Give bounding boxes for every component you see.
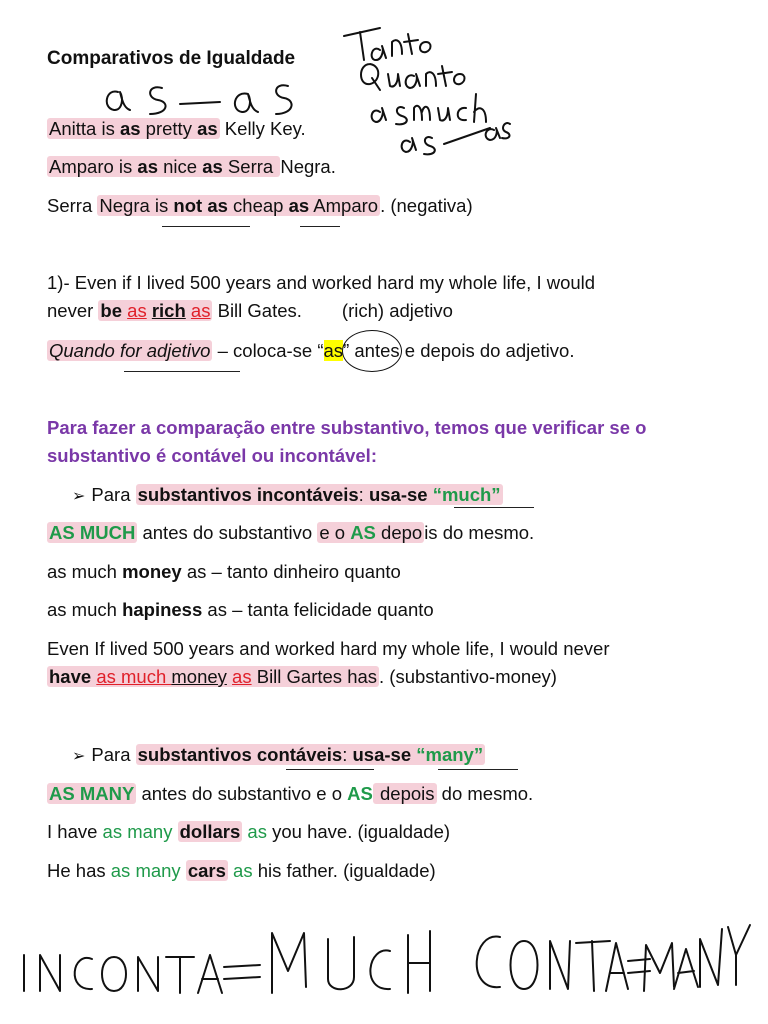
- circle-as: [342, 330, 402, 372]
- page-title: Comparativos de Igualdade: [47, 48, 296, 69]
- purple-heading-line1: Para fazer a comparação entre substantivo, temos que verificar se o: [47, 417, 647, 438]
- underline-not-as: [162, 226, 250, 227]
- example-serra-negra: Serra Negra is not as cheap as Amparo . (negativa): [47, 195, 473, 216]
- arrow-bullet-icon: ➢: [72, 488, 86, 505]
- handwritten-inconta-much-conta-many: [10, 915, 755, 1000]
- example-hapiness: as much hapiness as – tanta felicidade quanto: [47, 599, 434, 620]
- bullet-contaveis: ➢ Para substantivos contáveis: usa-se “many”: [72, 744, 484, 765]
- example-amparo: Amparo is as nice as Serra Negra.: [49, 156, 336, 177]
- underline-many: [438, 769, 518, 770]
- question-1-line2: never be as rich as Bill Gates. (rich) adjetivo: [47, 300, 453, 321]
- as-much-rule: AS MUCH antes do substantivo e o AS depo is do mesmo.: [49, 522, 535, 543]
- handwritten-tanto-quanto: [340, 20, 510, 150]
- question-1-line1: 1)- Even if I lived 500 years and worked hard my whole life, I would: [47, 272, 596, 293]
- example-dollars: I have as many dollars as you have. (igualdade): [47, 821, 451, 842]
- as-many-rule: AS MANY antes do substantivo e o AS depois do mesmo.: [49, 783, 534, 804]
- purple-heading-line2: substantivo é contável ou incontável:: [47, 445, 377, 466]
- underline-adjetivo: [124, 371, 240, 372]
- underline-contaveis: [286, 769, 374, 770]
- example-money: as much money as – tanto dinheiro quanto: [47, 561, 401, 582]
- question-2-line2: have as much money as Bill Gartes has . (substantivo-money): [49, 666, 557, 687]
- question-2-line1: Even If lived 500 years and worked hard my whole life, I would never: [47, 638, 610, 659]
- example-anitta: Anitta is as pretty as Kelly Key.: [49, 118, 306, 139]
- arrow-bullet-icon: ➢: [72, 748, 86, 765]
- underline-as: [300, 226, 340, 227]
- underline-much: [454, 507, 534, 508]
- example-cars: He has as many cars as his father. (igualdade): [47, 860, 436, 881]
- rule-adjetivo: Quando for adjetivo – coloca-se “as” antes e depois do adjetivo.: [49, 340, 575, 361]
- bullet-incontaveis: ➢ Para substantivos incontáveis: usa-se “much”: [72, 484, 501, 505]
